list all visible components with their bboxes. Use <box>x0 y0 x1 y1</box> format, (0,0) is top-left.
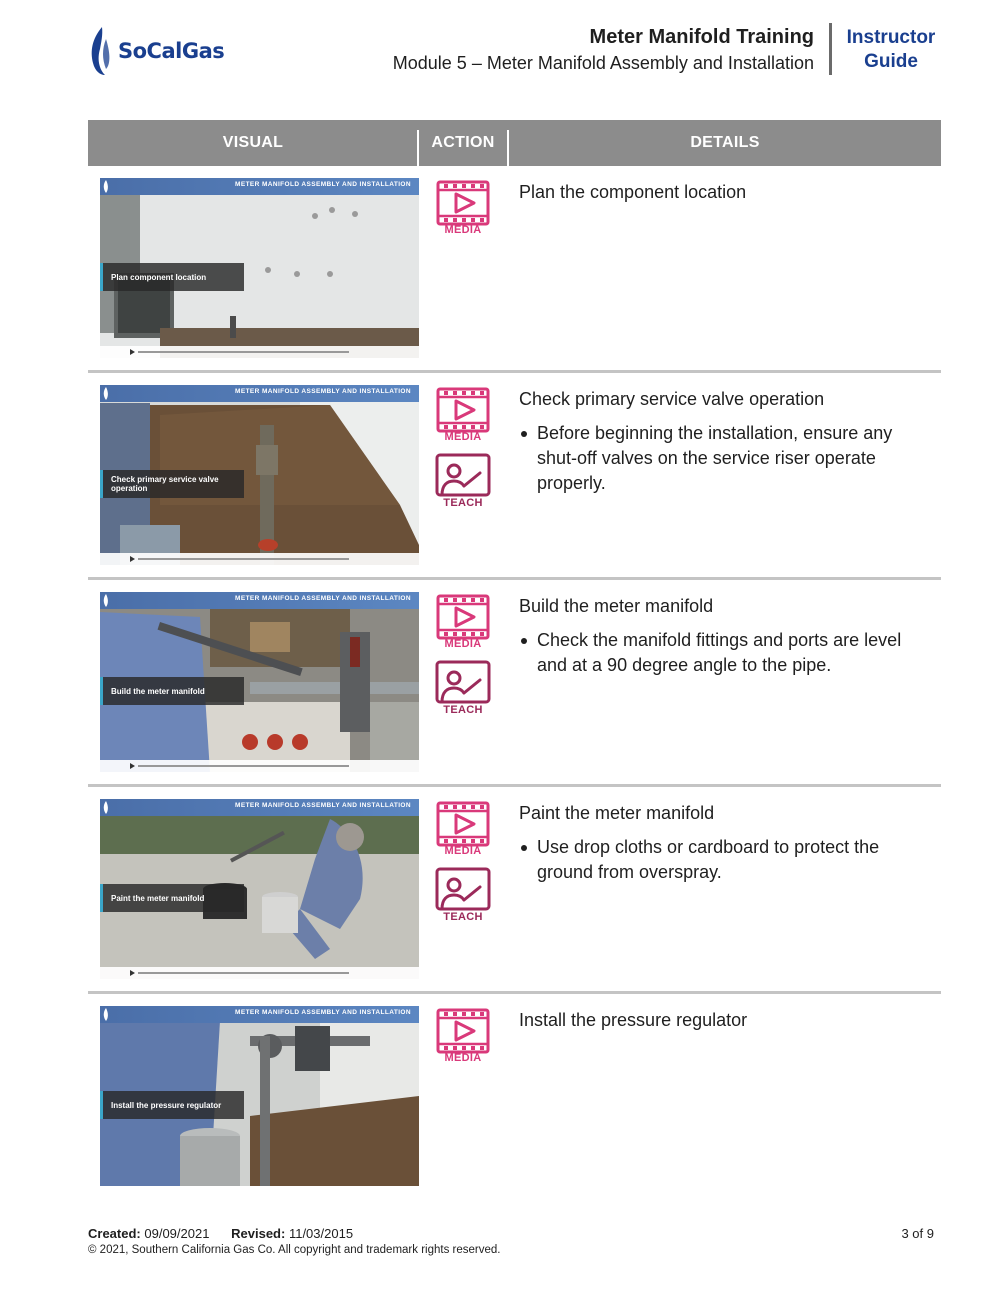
flame-icon <box>103 1008 109 1021</box>
video-progress-track[interactable] <box>138 351 349 353</box>
video-banner-text: METER MANIFOLD ASSEMBLY AND INSTALLATION <box>235 802 411 809</box>
column-header-action: ACTION <box>431 134 495 151</box>
table-row <box>88 787 941 994</box>
action-teach <box>431 867 495 923</box>
action-media <box>431 801 495 857</box>
flame-icon <box>103 180 109 193</box>
row-details <box>519 594 929 678</box>
action-teach <box>431 453 495 509</box>
video-caption: Check primary service valve operation <box>100 470 244 498</box>
row-details <box>519 180 929 214</box>
page-footer <box>88 1226 500 1256</box>
film-play-icon <box>436 387 490 433</box>
flame-icon <box>88 25 114 77</box>
video-caption: Build the meter manifold <box>100 677 244 705</box>
bullet-item: Use drop cloths or cardboard to protect the ground from overspray. <box>519 835 929 885</box>
video-caption: Plan component location <box>100 263 244 291</box>
video-caption: Paint the meter manifold <box>100 884 244 912</box>
table-row <box>88 166 941 373</box>
video-thumbnail[interactable] <box>100 592 419 772</box>
play-icon[interactable] <box>130 349 135 355</box>
bullet-list <box>519 835 929 885</box>
video-progress-track[interactable] <box>138 558 349 560</box>
row-heading: Paint the meter manifold <box>519 803 715 823</box>
action-label-media: MEDIA <box>444 1052 482 1064</box>
video-progress-track[interactable] <box>138 765 349 767</box>
video-thumbnail[interactable] <box>100 385 419 565</box>
header-divider <box>829 23 832 75</box>
play-icon[interactable] <box>130 556 135 562</box>
play-icon[interactable] <box>130 763 135 769</box>
video-thumbnail[interactable] <box>100 799 419 979</box>
bullet-list <box>519 628 929 678</box>
action-media <box>431 1008 495 1064</box>
action-teach <box>431 660 495 716</box>
bullet-list <box>519 421 929 496</box>
row-heading: Install the pressure regulator <box>519 1010 748 1030</box>
copyright-notice: © 2021, Southern California Gas Co. All copyright and trademark rights reserved. <box>88 1244 501 1256</box>
document-title-block <box>393 24 814 76</box>
action-label-media: MEDIA <box>444 845 482 857</box>
action-media <box>431 387 495 443</box>
flame-icon <box>103 387 109 400</box>
video-progress-track[interactable] <box>138 972 349 974</box>
row-heading: Plan the component location <box>519 182 747 202</box>
revised-label: Revised: <box>231 1226 286 1241</box>
bullet-item: Check the manifold fittings and ports are level and at a 90 degree angle to the pipe. <box>519 628 929 678</box>
guide-label-line1: Instructor <box>846 27 936 48</box>
video-banner-text: METER MANIFOLD ASSEMBLY AND INSTALLATION <box>235 388 411 395</box>
presenter-board-icon <box>434 453 492 499</box>
row-heading: Build the meter manifold <box>519 596 714 616</box>
row-heading: Check primary service valve operation <box>519 389 825 409</box>
document-subtitle: Module 5 – Meter Manifold Assembly and Installation <box>392 53 814 73</box>
brand-name: SoCalGas <box>118 39 225 63</box>
action-media <box>431 180 495 236</box>
table-row <box>88 994 941 1201</box>
video-banner-text: METER MANIFOLD ASSEMBLY AND INSTALLATION <box>235 595 411 602</box>
row-details <box>519 387 929 496</box>
page-number: 3 of 9 <box>901 1226 934 1241</box>
table-row <box>88 580 941 787</box>
film-play-icon <box>436 1008 490 1054</box>
revised-date: 11/03/2015 <box>288 1226 354 1241</box>
action-label-media: MEDIA <box>444 224 482 236</box>
table-header <box>88 120 941 166</box>
column-header-visual: VISUAL <box>222 134 284 151</box>
row-details <box>519 1008 929 1042</box>
action-label-media: MEDIA <box>444 638 482 650</box>
action-media <box>431 594 495 650</box>
bullet-item: Before beginning the installation, ensure any shut-off valves on the service riser operate properly. <box>519 421 929 496</box>
column-header-details: DETAILS <box>690 134 760 151</box>
row-details <box>519 801 929 885</box>
document-title: Meter Manifold Training <box>589 26 814 48</box>
presenter-board-icon <box>434 867 492 913</box>
video-banner-text: METER MANIFOLD ASSEMBLY AND INSTALLATION <box>235 181 411 188</box>
guide-label <box>836 26 946 74</box>
socalgas-logo <box>88 24 228 78</box>
created-label: Created: <box>88 1226 141 1241</box>
flame-icon <box>103 801 109 814</box>
video-caption: Install the pressure regulator <box>100 1091 244 1119</box>
film-play-icon <box>436 180 490 226</box>
action-label-teach: TEACH <box>443 911 483 923</box>
footer-dates <box>88 1226 500 1241</box>
created-date: 09/09/2021 <box>144 1226 210 1241</box>
video-banner-text: METER MANIFOLD ASSEMBLY AND INSTALLATION <box>235 1009 411 1016</box>
video-thumbnail[interactable] <box>100 1006 419 1186</box>
film-play-icon <box>436 801 490 847</box>
action-label-teach: TEACH <box>443 497 483 509</box>
table-row <box>88 373 941 580</box>
action-label-teach: TEACH <box>443 704 483 716</box>
guide-label-line2: Guide <box>864 51 918 72</box>
play-icon[interactable] <box>130 970 135 976</box>
presenter-board-icon <box>434 660 492 706</box>
action-label-media: MEDIA <box>444 431 482 443</box>
flame-icon <box>103 594 109 607</box>
video-thumbnail[interactable] <box>100 178 419 358</box>
film-play-icon <box>436 594 490 640</box>
